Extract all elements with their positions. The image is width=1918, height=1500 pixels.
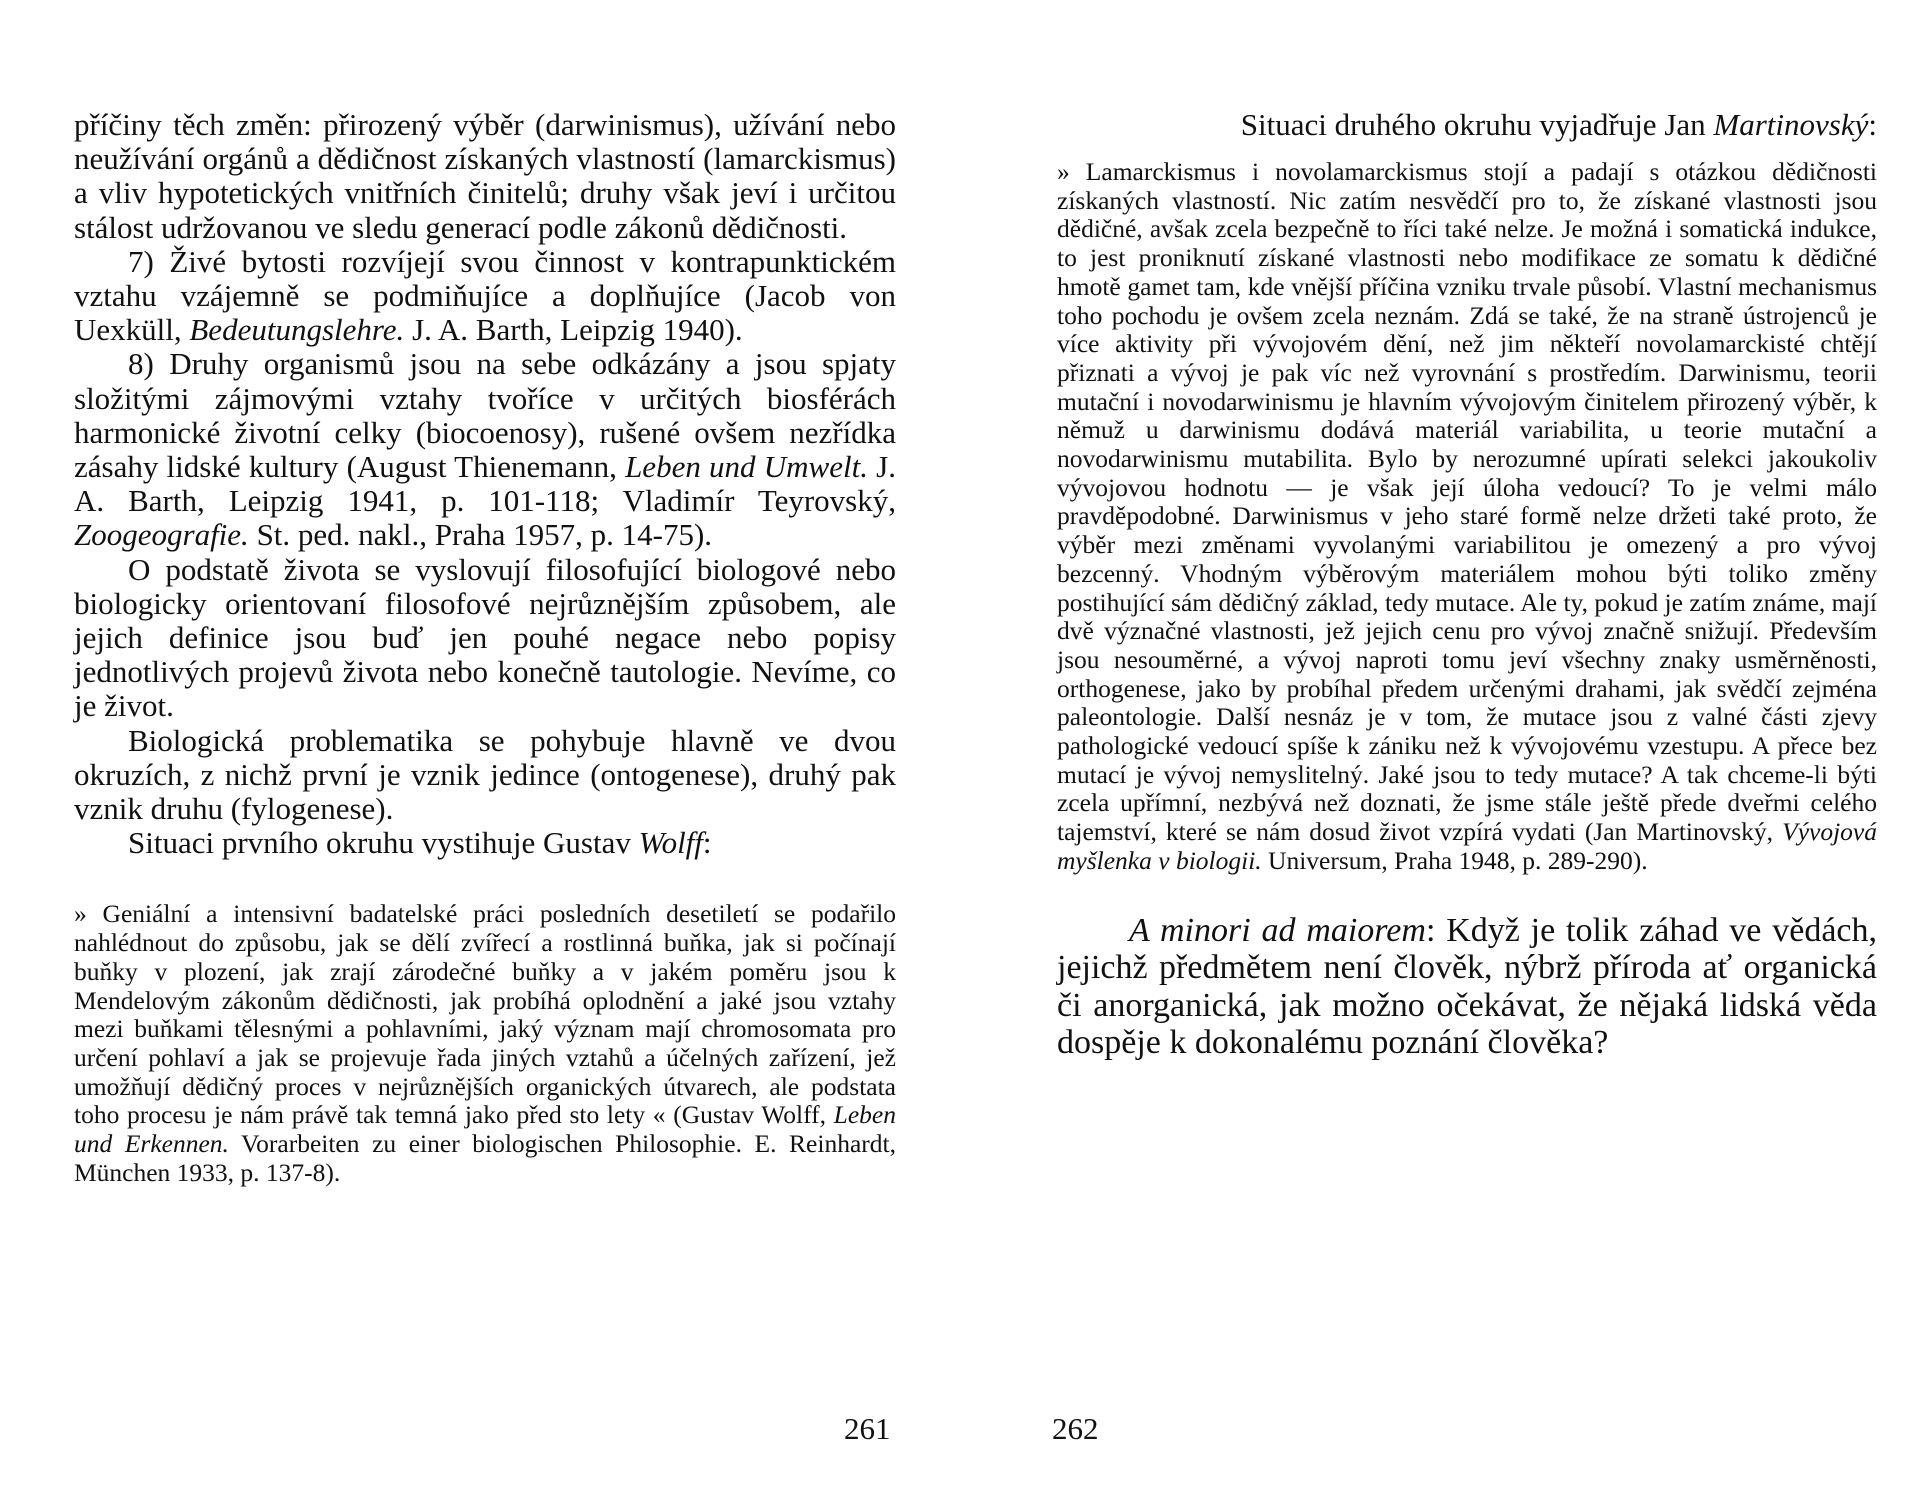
left-paragraph-2: 7) Živé bytosti rozvíjejí svou činnost v kontrapunktickém vztahu vzájemně se podmiňujíce a doplňujíce (Jacob von Uexküll, Bedeutungslehre. J. A. Barth, Leipzig 1940). <box>74 243 896 348</box>
book-title: Leben und Umwelt. <box>625 449 868 485</box>
martinovsky-quote: » Lamarckismus i novolamarckismus stojí a padají s otázkou dědičnosti získaných vlastností. Nic zatím nesvědčí pro to, že získané vlastnosti jsou dědičné, avšak zcela bezpečně to říci také nelze. Je možná i somatická indukce, to jest proniknutí získané vlastnosti nebo modifikace ze somatu k dědičné hmotě gamet tam, kde vnější příčina vzniku trvale působí. Vlastní mechanismus toho pochodu je ovšem zcela neznám. Zdá se také, že na straně ústrojenců je více aktivity při vývojovém dění, než jim někteří novolamarckisté chtějí přiznati a vývoj je pak víc než vyrovnání s prostředím. Darwinismu, teorii mutační i novodarwinismu je hlavním vývojovým činitelem přirozený výběr, k němuž u darwinismu dodává materiál variabilita, u teorie mutační a novodarwinismu mutabilita. Bylo by nerozumné upírati selekci jakoukoliv vývojovou hodnotu — je však její úloha vedoucí? To je velmi málo pravděpodobné. Darwinismus v jeho staré formě nelze držeti také proto, že výběr mezi změnami vyvolanými variabilitou je omezený a pro vývoj bezcenný. Vhodným výběrovým materiálem mohou býti toliko změny postihující sám dědičný základ, tedy mutace. Ale ty, pokud je zatím známe, mají dvě význačné vlastnosti, jež jejich cenu pro vývoj značně snižují. Především jsou nesouměrné, a vývoj naproti tomu jeví všechny znaky usměrněnosti, orthogenese, jako by probíhal předem určenými drahami, jak svědčí zejména paleontologie. Další nesnáz je v tom, že mutace jsou z valné části zjevy pathologické vedoucí spíše k zániku než k vývojovému vzestupu. A přece bez mutací je vývoj nemyslitelný. Jaké jsou to tedy mutace? A tak chceme-li býti zcela upřímní, nezbývá než doznati, že jsme stále ještě přede dveřmi celého tajemství, které se nám dosud život vzpírá vydati (Jan Martinovský, Vývojová myšlenka v biologii. Universum, Praha 1948, p. 289-290). <box>1057 157 1877 875</box>
book-title: Vývojová myšlenka v biologii. <box>1057 817 1877 875</box>
left-paragraph-4: O podstatě života se vyslovují filosofující biologové nebo biologicky orientovaní filosofové nejrůznějším způsobem, ale jejich definice jsou buď jen pouhé negace nebo popisy jednotlivých projevů života nebo konečně tautologie. Nevíme, co je život. <box>74 551 896 724</box>
left-paragraph-5: Biologická problematika se pohybuje hlavně ve dvou okruzích, z nichž první je vznik jedince (ontogenese), druhý pak vznik druhu (fylogenese). <box>74 722 896 827</box>
latin-phrase: A minori ad maiorem <box>1129 911 1426 949</box>
left-text-column <box>74 108 896 1188</box>
closing-paragraph: A minori ad maiorem: Když je tolik záhad ve vědách, jejichž předmětem není člověk, nýbrž příroda ať organická či anorganická, jak možno očekávat, že nějaká lidská věda dospěje k dokonalému poznání člověka? <box>1057 911 1877 1062</box>
left-paragraph-6: Situaci prvního okruhu vystihuje Gustav Wolff: <box>128 825 712 861</box>
book-title: Leben und Erkennen. <box>74 1100 896 1159</box>
page-number: 261 <box>844 1411 891 1446</box>
book-title: Zoogeografie. <box>74 517 249 553</box>
left-paragraph-1: příčiny těch změn: přirozený výběr (darwinismus), užívání nebo neužívání orgánů a dědičnost získaných vlastností (lamarckismus) a vliv hypotetických vnitřních činitelů; druhy však jeví i určitou stálost udržovanou ve sledu generací podle zákonů dědičnosti. <box>74 107 896 245</box>
left-paragraph-3: 8) Druhy organismů jsou na sebe odkázány a jsou spjaty složitými zájmovými vztahy tvoříce v určitých biosférách harmonické životní celky (biocoenosy), rušené ovšem nezřídka zásahy lidské kultury (August Thienemann, Leben und Umwelt. J. A. Barth, Leipzig 1941, p. 101-118; Vladimír Teyrovský, Zoogeografie. St. ped. nakl., Praha 1957, p. 14-75). <box>74 346 896 553</box>
author-name: Wolff <box>638 825 703 861</box>
page-number: 262 <box>1052 1411 1099 1446</box>
right-text-column <box>1057 108 1877 1062</box>
author-name: Martinovský <box>1713 107 1869 142</box>
right-page <box>959 0 1918 1500</box>
wolff-quote: » Geniální a intensivní badatelské práci posledních desetiletí se podařilo nahlédnout do způsobu, jak se dělí zvířecí a rostlinná buňka, jak si počínají buňky v plození, jak zrají zárodečné buňky a v jakém poměru jsou k Mendelovým zákonům dědičnosti, jak probíhá oplodnění a jaké jsou vztahy mezi buňkami tělesnými a pohlavními, jaký význam mají chromosomata pro určení pohlaví a jak se projevuje řada jiných vztahů a účelných zařízení, jež umožňují dědičný proces v nejrůznějších organických útvarech, ale podstata toho procesu je nám právě tak temná jako před sto lety « (Gustav Wolff, Leben und Erkennen. Vorarbeiten zu einer biologischen Philosophie. E. Reinhardt, München 1933, p. 137-8). <box>74 899 896 1187</box>
book-title: Bedeutungslehre. <box>189 312 405 348</box>
right-intro-line: Situaci druhého okruhu vyjadřuje Jan Martinovský: <box>1240 107 1877 142</box>
